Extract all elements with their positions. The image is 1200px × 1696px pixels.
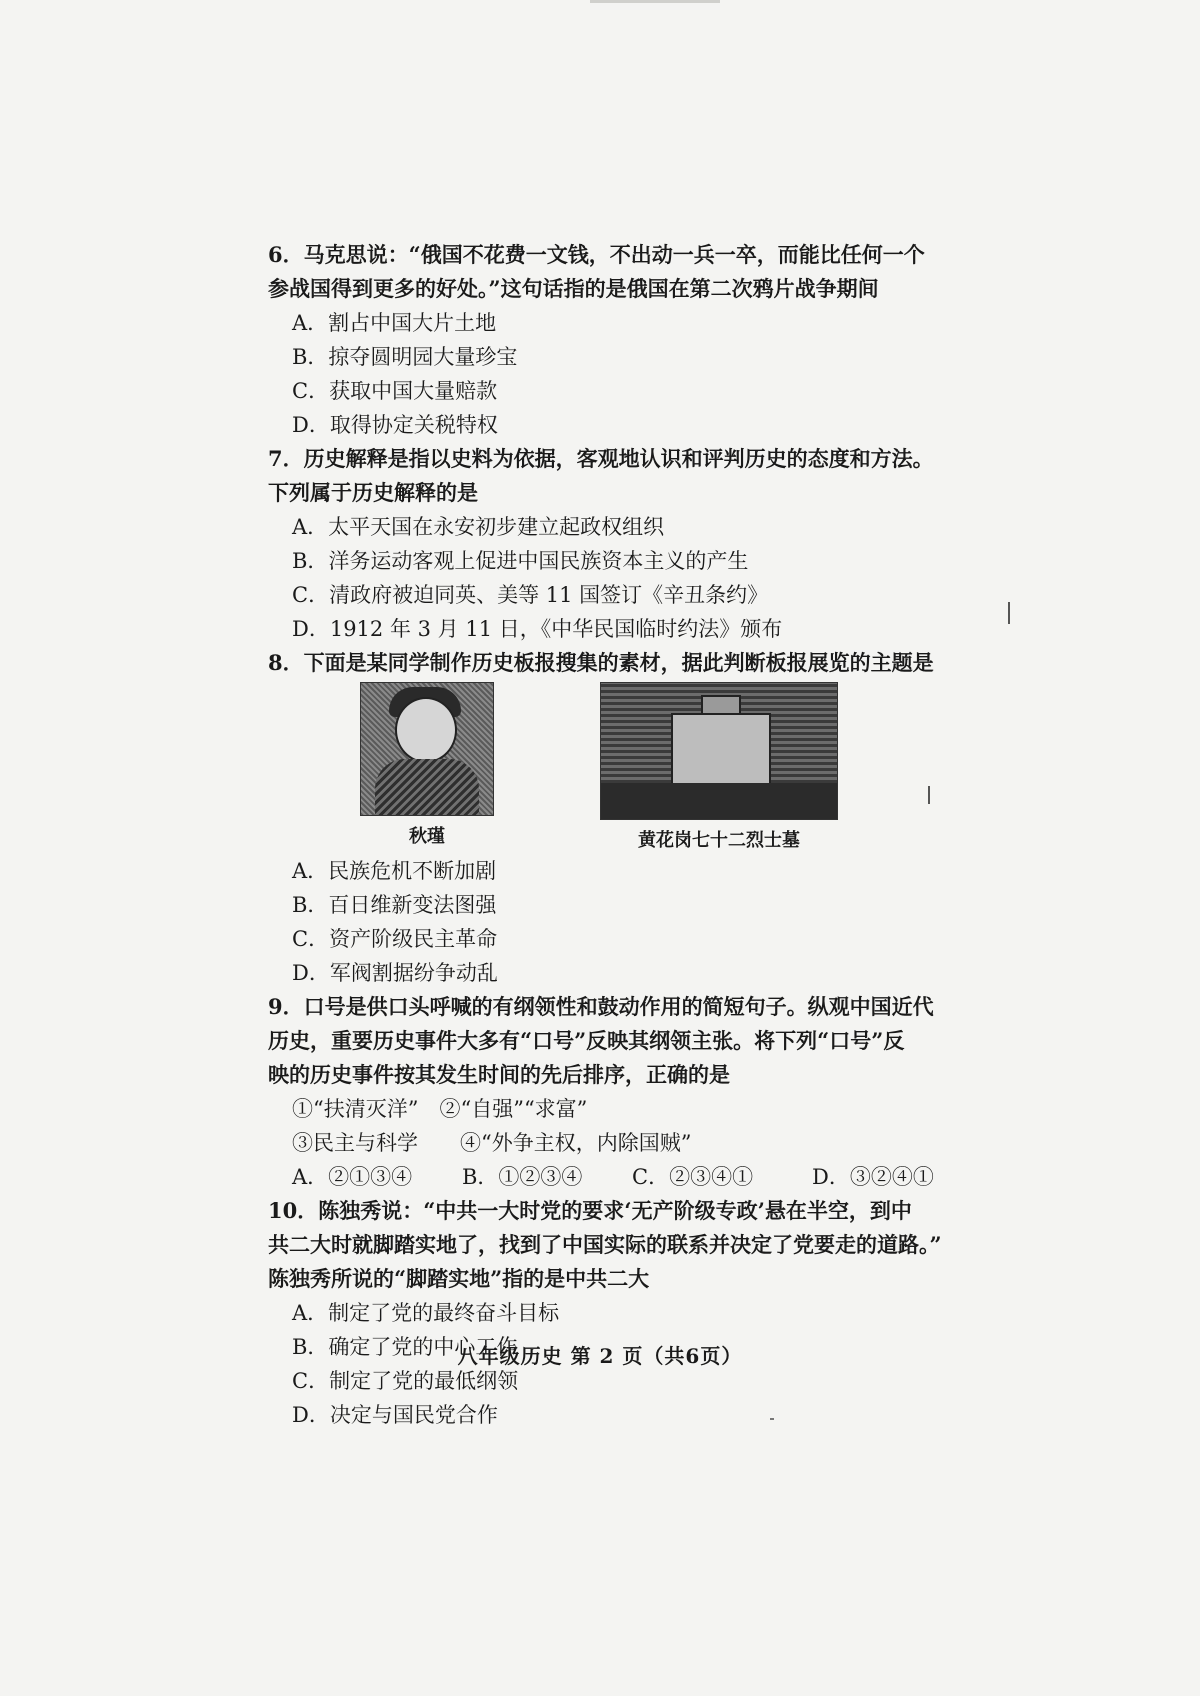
scan-edge	[590, 0, 720, 3]
question-8	[268, 646, 988, 990]
option-d: D．③②④①	[812, 1165, 934, 1189]
slogan-items: ③民主与科学 ④“外争主权，内除国贼”	[292, 1131, 692, 1155]
question-stem-line: 参战国得到更多的好处。”这句话指的是俄国在第二次鸦片战争期间	[268, 276, 879, 301]
option-a: A．太平天国在永安初步建立起政权组织	[292, 515, 665, 539]
question-10	[268, 1194, 988, 1432]
figure-row	[268, 682, 988, 854]
option-c: C．资产阶级民主革命	[292, 927, 498, 951]
option-a: A．②①③④	[292, 1165, 413, 1189]
question-stem-line: 共二大时就脚踏实地了，找到了中国实际的联系并决定了党要走的道路。”	[268, 1232, 942, 1257]
monument-image	[600, 682, 838, 820]
question-stem-line: 陈独秀所说的“脚踏实地”指的是中共二大	[268, 1266, 650, 1291]
option-a: A．制定了党的最终奋斗目标	[292, 1301, 560, 1325]
figure-caption: 黄花岗七十二烈士墓	[638, 830, 800, 851]
option-c: C．清政府被迫同英、美等 11 国签订《辛丑条约》	[292, 583, 769, 607]
figure-huanghuagang	[600, 682, 838, 852]
question-stem-line: 下列属于历史解释的是	[268, 480, 478, 505]
question-9	[268, 990, 988, 1194]
portrait-body	[375, 759, 479, 816]
option-b: B．①②③④	[462, 1165, 583, 1189]
option-b: B．掠夺圆明园大量珍宝	[292, 345, 518, 369]
option-c: C．②③④①	[632, 1165, 754, 1189]
scan-mark	[1008, 602, 1010, 624]
option-b: B．百日维新变法图强	[292, 893, 497, 917]
option-a: A．割占中国大片土地	[292, 311, 497, 335]
question-7	[268, 442, 988, 646]
option-d: D．取得协定关税特权	[292, 413, 498, 437]
question-stem-line: 历史，重要历史事件大多有“口号”反映其纲领主张。将下列“口号”反	[268, 1028, 905, 1053]
question-6	[268, 238, 988, 442]
figure-caption: 秋瑾	[409, 826, 445, 847]
portrait-image	[360, 682, 494, 816]
question-stem-line: 8．下面是某同学制作历史板报搜集的素材，据此判断板报展览的主题是	[268, 650, 934, 675]
option-d: D．1912 年 3 月 11 日，《中华民国临时约法》颁布	[292, 617, 783, 641]
monument-body	[671, 713, 771, 787]
page-footer: 八年级历史 第 2 页（共6页）	[457, 1344, 743, 1368]
choice-row	[268, 1160, 988, 1194]
option-c: C．制定了党的最低纲领	[292, 1369, 519, 1393]
option-d: D．军阀割据纷争动乱	[292, 961, 498, 985]
question-stem-line: 映的历史事件按其发生时间的先后排序，正确的是	[268, 1062, 730, 1087]
monument-ground	[601, 783, 837, 819]
question-list	[268, 238, 988, 1432]
slogan-items: ①“扶清灭洋” ②“自强”“求富”	[292, 1097, 588, 1121]
question-stem-line: 10．陈独秀说：“中共一大时党的要求‘无产阶级专政’悬在半空，到中	[268, 1198, 912, 1223]
question-stem-line: 7．历史解释是指以史料为依据，客观地认识和评判历史的态度和方法。	[268, 446, 934, 471]
option-d: D．决定与国民党合作	[292, 1403, 498, 1427]
option-b: B．洋务运动客观上促进中国民族资本主义的产生	[292, 549, 749, 573]
figure-qiujin	[360, 682, 494, 848]
question-stem-line: 6．马克思说：“俄国不花费一文钱，不出动一兵一卒，而能比任何一个	[268, 242, 925, 267]
portrait-face	[395, 697, 457, 763]
option-a: A．民族危机不断加剧	[292, 859, 497, 883]
option-c: C．获取中国大量赔款	[292, 379, 498, 403]
option-b: B．确定了党的中心工作	[292, 1335, 518, 1359]
question-stem-line: 9．口号是供口头呼喊的有纲领性和鼓动作用的简短句子。纵观中国近代	[268, 994, 934, 1019]
